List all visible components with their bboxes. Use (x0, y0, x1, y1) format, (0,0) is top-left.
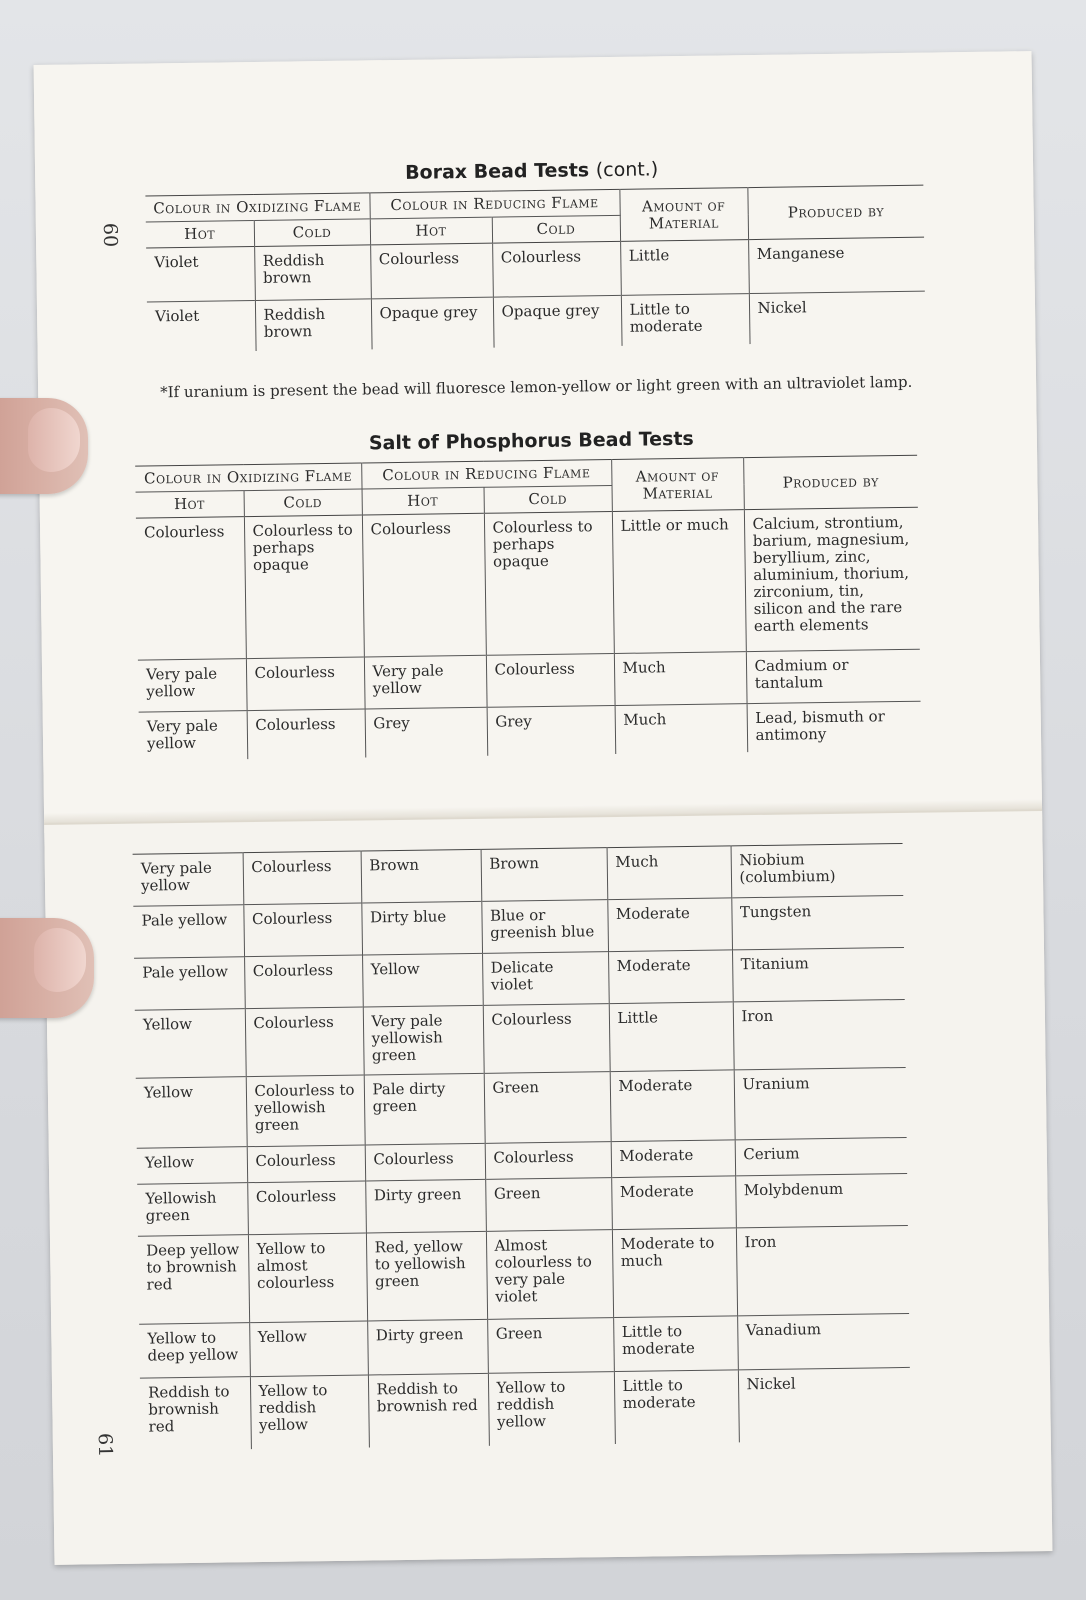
cell-ox-cold: Colourless (243, 903, 362, 957)
cell-amount: Moderate (610, 1070, 735, 1142)
cell-red-cold: Colourless (492, 241, 621, 297)
cell-red-hot: Dirty green (365, 1179, 486, 1233)
borax-header-ox-cold: Cold (254, 219, 370, 247)
cell-red-cold: Colourless (485, 1142, 611, 1180)
cell-red-hot: Opaque grey (371, 297, 494, 349)
cell-red-cold: Delicate violet (482, 952, 609, 1006)
borax-title (405, 158, 658, 184)
cell-ox-cold: Colourless (246, 657, 365, 711)
cell-ox-hot: Violet (154, 306, 200, 326)
table-row (136, 1067, 907, 1148)
thumb-upper (0, 398, 88, 494)
cell-produced-by: Titanium (732, 947, 905, 1001)
cell-ox-hot: Yellow (144, 1152, 194, 1172)
cell-red-hot: Dirty green (367, 1319, 488, 1375)
cell-ox-hot: Very pale yellow (145, 664, 218, 701)
table-row (139, 701, 922, 760)
cell-red-hot: Very pale yellowish green (363, 1005, 484, 1075)
table-row (136, 507, 920, 660)
cell-ox-hot: Yellow to deep yellow (147, 1328, 239, 1365)
cell-red-hot: Yellow (362, 953, 483, 1007)
cell-amount: Little to moderate (613, 1316, 738, 1372)
cell-red-hot: Colourless (362, 513, 486, 657)
cell-ox-cold: Yellow (249, 1321, 368, 1377)
cell-red-hot: Red, yellow to yellowish green (366, 1231, 487, 1321)
phos-header-ox-cold: Cold (244, 489, 362, 517)
borax-header-oxidizing: Colour in Oxidizing Flame (153, 196, 362, 218)
cell-amount: Moderate (611, 1176, 736, 1230)
cell-produced-by: Uranium (734, 1067, 907, 1139)
cell-amount: Little (620, 240, 749, 296)
thumb-lower (0, 918, 94, 1018)
cell-ox-hot: Yellow (142, 1014, 193, 1034)
cell-amount: Much (615, 704, 748, 754)
cell-ox-cold: Yellow to almost colourless (248, 1233, 367, 1323)
cell-red-hot: Grey (365, 707, 488, 757)
cell-amount: Little to moderate (621, 294, 750, 346)
page-number-60: 60 (98, 222, 122, 248)
borax-title-suffix: (cont.) (595, 158, 659, 182)
cell-ox-cold: Colourless (247, 709, 366, 759)
cell-produced-by: Calcium, strontium, barium, magnesium, beryllium, zinc, aluminium, thorium, zirconium, tin, silicon and the rare earth elements (744, 507, 920, 651)
cell-red-cold: Colourless to perhaps opaque (484, 512, 614, 656)
cell-ox-hot: Pale yellow (142, 962, 229, 982)
borax-header-reducing: Colour in Reducing Flame (369, 189, 619, 218)
cell-red-cold: Colourless (483, 1004, 610, 1074)
cell-ox-cold: Colourless (244, 955, 363, 1009)
cell-amount: Moderate (611, 1140, 735, 1178)
cell-red-hot: Pale dirty green (364, 1073, 485, 1145)
borax-header-produced: Produced by (747, 185, 924, 239)
borax-header-red-cold: Cold (492, 215, 620, 243)
cell-red-cold: Yellow to reddish yellow (488, 1372, 615, 1446)
cell-amount: Moderate to much (612, 1228, 737, 1318)
page-61 (44, 811, 1052, 1565)
cell-produced-by: Cerium (735, 1137, 907, 1175)
cell-red-cold: Opaque grey (493, 295, 622, 347)
cell-ox-cold: Colourless to perhaps opaque (244, 515, 364, 659)
cell-red-hot: Dirty blue (361, 901, 482, 955)
cell-produced-by: Vanadium (737, 1313, 910, 1369)
phos-header-red-cold: Cold (484, 486, 612, 514)
cell-red-cold: Green (485, 1178, 612, 1232)
cell-red-hot: Colourless (365, 1143, 485, 1181)
phosphorus-table-top (135, 455, 921, 760)
cell-ox-hot: Very pale yellow (146, 716, 218, 753)
cell-produced-by: Nickel (738, 1367, 911, 1441)
cell-ox-hot: Yellowish green (145, 1188, 217, 1225)
cell-red-cold: Brown (481, 848, 608, 902)
cell-ox-cold: Colourless (247, 1181, 366, 1235)
cell-red-cold: Grey (487, 705, 616, 755)
cell-ox-hot: Deep yellow to brownish red (146, 1240, 240, 1294)
cell-red-cold: Green (487, 1318, 614, 1374)
cell-amount: Little (609, 1002, 734, 1072)
cell-produced-by: Iron (733, 999, 906, 1069)
phosphorus-table-bottom (133, 843, 911, 1450)
thumbnail-upper (28, 408, 80, 472)
cell-ox-cold: Reddish brown (254, 245, 371, 301)
cell-ox-hot: Yellow (143, 1082, 194, 1102)
cell-ox-hot: Very pale yellow (140, 858, 212, 895)
open-booklet (34, 51, 1053, 1565)
cell-amount: Moderate (607, 898, 732, 952)
cell-ox-hot: Pale yellow (141, 910, 228, 930)
cell-ox-cold: Colourless (243, 851, 362, 905)
phos-header-amount: Amount of Material (611, 458, 744, 512)
cell-red-cold: Almost colourless to very pale violet (486, 1230, 613, 1320)
cell-red-hot: Very pale yellow (364, 655, 487, 709)
cell-produced-by: Iron (736, 1225, 909, 1315)
cell-ox-cold: Colourless (247, 1145, 365, 1183)
cell-amount: Moderate (608, 950, 733, 1004)
page-number-61: 61 (93, 1432, 117, 1458)
cell-produced-by: Manganese (748, 237, 925, 293)
cell-produced-by: Cadmium or tantalum (746, 649, 921, 703)
phos-header-red-hot: Hot (362, 487, 484, 515)
borax-header-ox-hot: Hot (184, 224, 216, 243)
phos-header-ox-hot: Hot (173, 494, 206, 514)
table-row (147, 291, 926, 352)
cell-amount: Much (614, 652, 747, 706)
cell-produced-by: Niobium (columbium) (731, 843, 904, 897)
cell-ox-cold: Colourless (245, 1007, 364, 1077)
cell-red-cold: Green (484, 1072, 611, 1144)
cell-ox-cold: Colourless to yellowish green (246, 1075, 365, 1147)
page-60 (34, 51, 1042, 821)
cell-red-cold: Blue or greenish blue (481, 900, 608, 954)
borax-table (145, 185, 925, 352)
borax-header-red-hot: Hot (370, 217, 492, 245)
cell-produced-by: Tungsten (731, 895, 904, 949)
cell-amount: Much (607, 846, 732, 900)
cell-ox-hot: Colourless (143, 522, 225, 542)
cell-ox-hot: Reddish to brownish red (147, 1382, 230, 1436)
table-row (140, 1367, 911, 1450)
cell-amount: Little or much (612, 510, 746, 654)
phos-header-produced: Produced by (743, 455, 918, 509)
thumbnail-lower (34, 928, 86, 992)
borax-header-amount: Amount of Material (619, 188, 748, 242)
cell-red-hot: Colourless (370, 243, 493, 299)
borax-footnote: *If uranium is present the bead will fluoresce lemon-yellow or light green with an ultraviolet lamp. (160, 372, 913, 402)
cell-ox-cold: Reddish brown (255, 299, 372, 351)
cell-red-hot: Reddish to brownish red (368, 1373, 489, 1447)
cell-ox-hot: Violet (154, 252, 199, 272)
borax-title-text: Borax Bead Tests (404, 159, 590, 184)
table-row (135, 999, 906, 1078)
cell-amount: Little to moderate (614, 1370, 739, 1444)
cell-produced-by: Nickel (749, 291, 926, 343)
cell-produced-by: Molybdenum (735, 1173, 908, 1227)
cell-red-hot: Brown (361, 849, 482, 903)
cell-red-cold: Colourless (486, 653, 615, 707)
cell-produced-by: Lead, bismuth or antimony (747, 701, 922, 751)
phos-header-reducing: Colour in Reducing Flame (361, 460, 611, 489)
phos-header-oxidizing: Colour in Oxidizing Flame (143, 466, 353, 488)
phosphorus-title: Salt of Phosphorus Bead Tests (368, 427, 694, 455)
table-row (138, 1225, 909, 1324)
cell-ox-cold: Yellow to reddish yellow (250, 1375, 369, 1449)
